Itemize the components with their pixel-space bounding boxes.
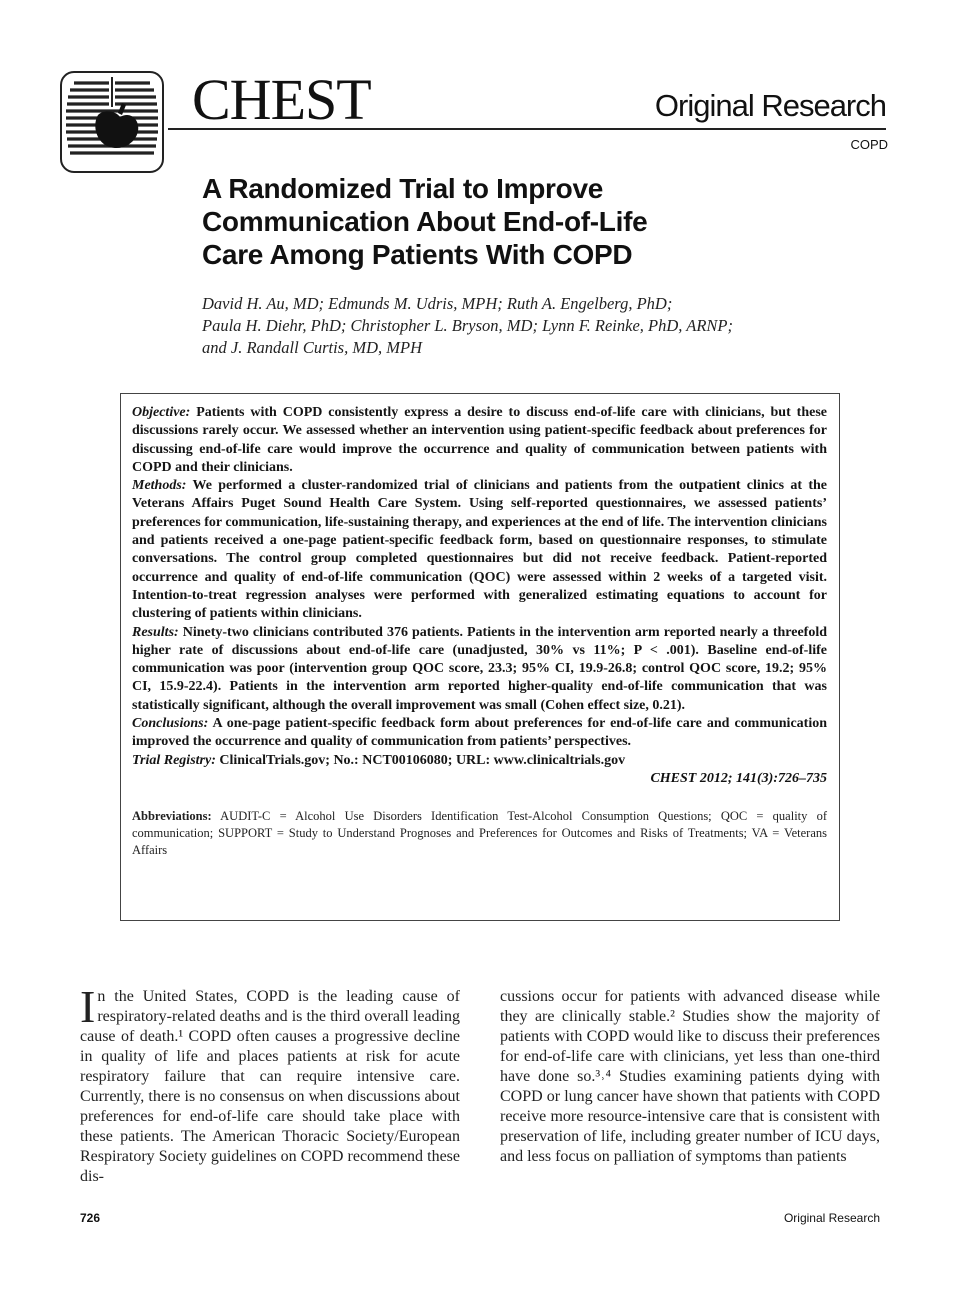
author-line: Paula H. Diehr, PhD; Christopher L. Bryson, MD; Lynn F. Reinke, PhD, ARNP;: [202, 316, 733, 335]
objective-heading: Objective:: [132, 405, 191, 420]
author-line: and J. Randall Curtis, MD, MPH: [202, 338, 422, 357]
methods-heading: Methods:: [132, 478, 187, 494]
abbreviations: [132, 808, 827, 859]
page-number: 726: [80, 1211, 101, 1225]
abstract-box: [120, 393, 840, 921]
registry-heading: Trial Registry:: [132, 752, 216, 768]
results-heading: Results:: [132, 624, 179, 640]
body-column-left: [80, 981, 460, 1187]
body-text-left: n the United States, COPD is the leading cause of respiratory-related deaths and is the third overall leading cause of death.¹ COPD often causes a progressive decline in quality of life and places patients at risk for acute respiratory failure that can require intensive care. Currently, there is no consensus on when discussions about preferences for end-of-life care should take place with these patients. The American Thoracic Society/European Respiratory Society guidelines on COPD recommend these dis-: [80, 988, 460, 1185]
article-title: [202, 172, 822, 271]
footer-section-label: Original Research: [783, 1211, 880, 1225]
objective-text: Patients with COPD consistently express a desire to discuss end-of-life care with clinicians, but these discussions rarely occur. We assessed whether an intervention using patient-specific feedback about preferences for discussing end-of-life care would improve the occurrence and quality of communication between patients with COPD and their clinicians.: [132, 405, 828, 475]
abbreviations-text: AUDIT-C = Alcohol Use Disorders Identification Test-Alcohol Consumption Questions; QOC = quality of communication; SUPPORT = Study to Understand Prognoses and Preferences for Outcomes and Risks of Treatments; VA = Veterans Affairs: [132, 809, 828, 858]
drop-cap: I: [80, 981, 96, 1032]
journal-logo: [60, 71, 164, 173]
author-line: David H. Au, MD; Edmunds M. Udris, MPH; Ruth A. Engelberg, PhD;: [202, 294, 673, 313]
conclusions-heading: Conclusions:: [132, 716, 209, 732]
results-text: Ninety-two clinicians contributed 376 patients. Patients in the intervention arm reported nearly a threefold higher rate of discussions about end-of-life care (unadjusted, 30% vs 11%; P < .001). Baseline end-of-life communication was poor (intervention group QOC score, 23.3; 95% CI, 19.9-26.8; control QOC score, 19.2; 95% CI, 15.9-22.4). Patients in the intervention arm reported higher-quality end-of-life communication that was statistically significant, although the overall improvement was small (Cohen effect size, 0.21).: [132, 624, 827, 713]
section-label: Original Research: [654, 88, 886, 123]
body-column-right: [500, 987, 880, 1167]
journal-citation: CHEST 2012; 141(3):726–735: [650, 770, 827, 786]
journal-name: CHEST: [192, 67, 371, 132]
abbreviations-heading: Abbreviations:: [132, 809, 212, 824]
abstract-objective: [132, 404, 827, 477]
lungs-heart-logo-icon: [62, 73, 162, 171]
body-text-right: cussions occur for patients with advanced disease while they are clinically stable.² Studies show the majority of patients with COPD would like to discuss their preferences for end-of-life care with clinicians, yet less than one-third have done so.³˒⁴ Studies examining patients dying with COPD or lung cancer have shown that patients with COPD receive more resource-intensive care that is consistent with preservation of life, including greater number of ICU days, and less focus on palliation of symptoms than patients: [500, 988, 880, 1165]
conclusions-text: A one-page patient-specific feedback form about preferences for end-of-life care and communication improved the occurrence and quality of communication from patients’ perspectives.: [132, 716, 827, 750]
methods-text: We performed a cluster-randomized trial of clinicians and patients from the outpatient clinics at the Veterans Affairs Puget Sound Health Care System. Using self-reported questionnaires, we assessed patients’ preferences for communication, life-sustaining therapy, and experiences at the end of life. The intervention clinicians and patients received a one-page patient-specific feedback form, based on questionnaire responses, to stimulate conversations. The control group completed questionnaires but did not receive feedback. Patient-reported occurrence and quality of end-of-life communication (QOC) were assessed within 2 weeks of a targeted visit. Intention-to-treat regression analyses were performed with generalized estimating equations to account for clustering of patients within clinicians.: [132, 478, 828, 622]
header-divider: [168, 128, 886, 130]
abstract-registry: [132, 752, 827, 770]
abstract-conclusions: [132, 715, 827, 752]
title-line: A Randomized Trial to Improve: [202, 173, 603, 204]
title-line: Communication About End-of-Life: [202, 206, 648, 237]
abstract-results: [132, 624, 827, 715]
abstract-methods: [132, 477, 827, 623]
topic-label: COPD: [850, 137, 888, 152]
registry-text: ClinicalTrials.gov; No.: NCT00106080; URL: www.clinicaltrials.gov: [219, 752, 626, 768]
title-line: Care Among Patients With COPD: [202, 239, 633, 270]
author-list: [202, 293, 842, 359]
